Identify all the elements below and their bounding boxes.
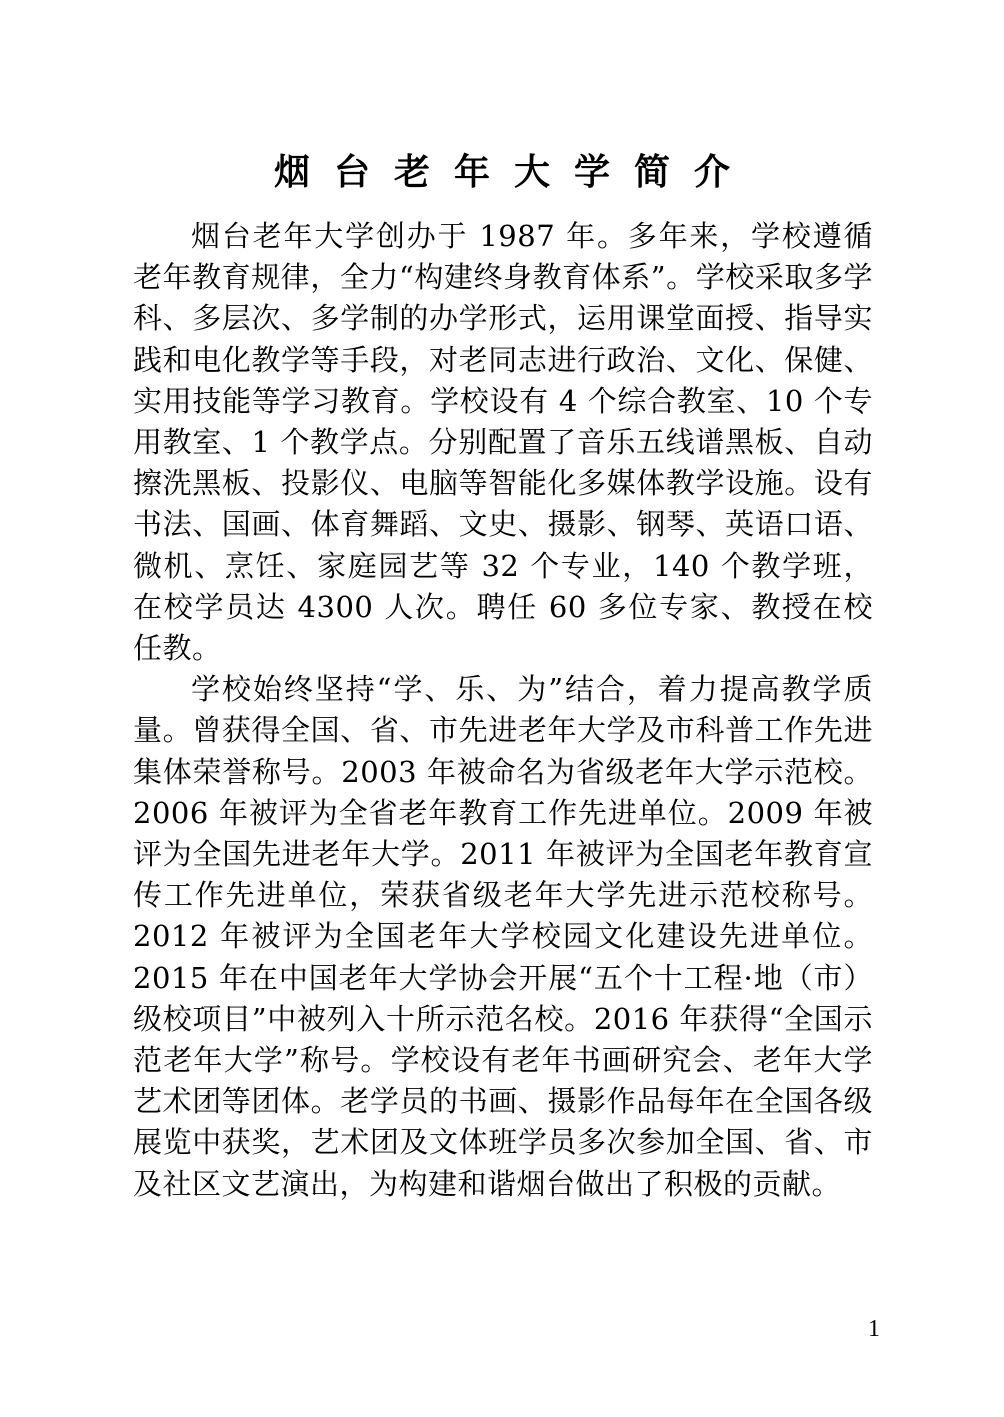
- page-title: 烟台老年大学简介: [273, 152, 754, 193]
- page-number: 1: [868, 1316, 880, 1342]
- paragraph-introduction: 烟台老年大学创办于 1987 年。多年来，学校遵循老年教育规律，全力“构建终身教育体系”。学校采取多学科、多层次、多学制的办学形式，运用课堂面授、指导实践和电化教学等手段，对老同志进行政治、文化、保健、实用技能等学习教育。学校设有 4 个综合教室、10 个专用教室、1 个教学点。分别配置了音乐五线谱黑板、自动擦洗黑板、投影仪、电脑等智能化多媒体教学设施。设有书法、国画、体育舞蹈、文史、摄影、钢琴、英语口语、微机、烹饪、家庭园艺等 32 个专业，140 个教学班，在校学员达 4300 人次。聘任 60 多位专家、教授在校任教。: [133, 219, 873, 666]
- paragraph-achievements: 学校始终坚持“学、乐、为”结合，着力提高教学质量。曾获得全国、省、市先进老年大学及市科普工作先进集体荣誉称号。2003 年被命名为省级老年大学示范校。2006 年被评为全省老年教育工作先进单位。2009 年被评为全国先进老年大学。2011 年被评为全国老年教育宣传工作先进单位，荣获省级老年大学先进示范校称号。2012 年被评为全国老年大学校园文化建设先进单位。2015 年在中国老年大学协会开展“五个十工程·地（市）级校项目”中被列入十所示范名校。2016 年获得“全国示范老年大学”称号。学校设有老年书画研究会、老年大学艺术团等团体。老学员的书画、摄影作品每年在全国各级展览中获奖，艺术团及文体班学员多次参加全国、省、市及社区文艺演出，为构建和谐烟台做出了积极的贡献。: [133, 672, 873, 1201]
- document-body: [133, 216, 873, 1205]
